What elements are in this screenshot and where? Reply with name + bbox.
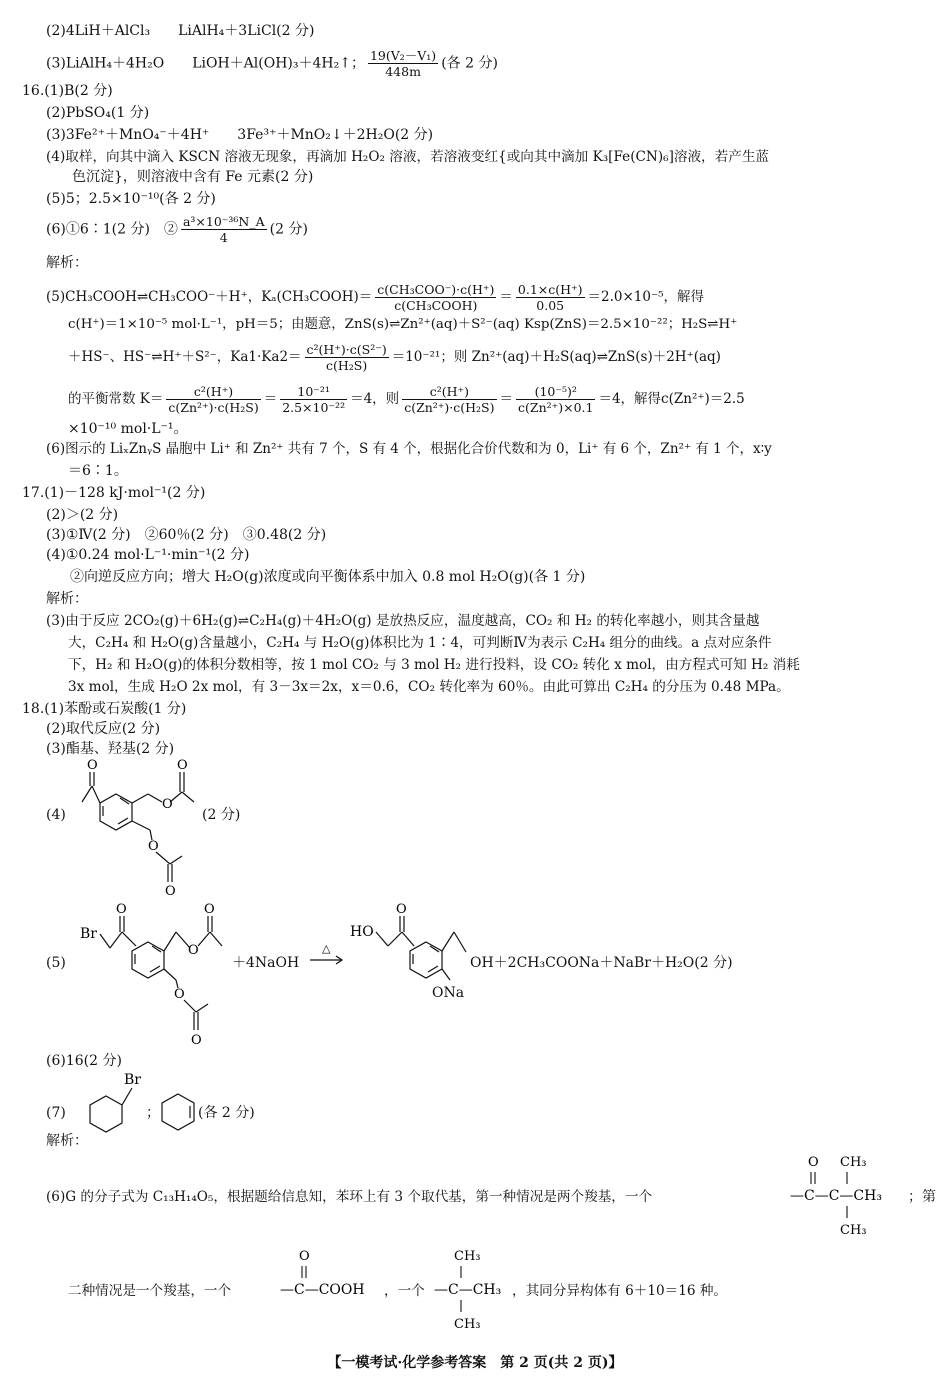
- cyclohexene-ring: [162, 1094, 194, 1130]
- q18-5-products-text: OH＋2CH₃COONa＋NaBr＋H₂O(2 分): [470, 955, 733, 971]
- q18-5-ona: ONa: [432, 985, 465, 1001]
- q17-analysis-label: 解析：: [46, 591, 88, 607]
- cyclohexene-svg: [160, 1092, 200, 1132]
- atom-o: O: [177, 758, 188, 773]
- q15-fraction: [368, 48, 438, 79]
- tertbutyl-carbonyl-svg: [790, 1150, 910, 1250]
- bromocyclohexane-svg: [76, 1070, 156, 1134]
- atom-o: O: [191, 1033, 202, 1048]
- q16-exp-6a: (6)图示的 LiₓZnᵧS 晶胞中 Li⁺ 和 Zn²⁺ 共有 7 个，S 有 4 个，根据化合价代数和为 0，Li⁺ 有 6 个，Zn²⁺ 有 1 个，x∶y: [46, 441, 772, 457]
- q18-analysis-label: 解析：: [46, 1133, 88, 1149]
- q18-5-label: (5): [46, 955, 66, 971]
- cyclohexane-ring: [90, 1096, 122, 1132]
- q18-head: 18.(1)苯酚或石炭酸(1 分): [22, 701, 187, 717]
- q17-exp-4: 3x mol，生成 H₂O 2x mol，有 3－3x＝2x，x＝0.6，CO₂ 转化率为 60％。由此可算出 C₂H₄ 的分压为 0.48 MPa。: [68, 679, 790, 695]
- page-footer: 【一模考试·化学参考答案 第 2 页(共 2 页)】: [327, 1355, 623, 1371]
- q16-exp-3-a: ＋HS⁻、HS⁻⇌H⁺＋S²⁻，Ka1·Ka2＝: [68, 349, 302, 365]
- q18-exp-1: (6)G 的分子式为 C₁₃H₁₄O₅，根据题给信息知，苯环上有 3 个取代基，第一种情况是两个羧基，一个: [46, 1189, 653, 1205]
- benzene-ring: [410, 942, 442, 978]
- q16-line-6-score: (2 分): [269, 221, 308, 238]
- frac-den: c(Zn²⁺)·c(H₂S): [404, 400, 495, 415]
- q16-exp-4-c: ＝4，解得c(Zn²⁺)＝2.5: [598, 391, 745, 407]
- q17-line-2: (2)＞(2 分): [46, 507, 119, 523]
- q17-exp-3: 下，H₂ 和 H₂O(g)的体积分数相等，按 1 mol CO₂ 与 3 mol H₂ 进行投料，设 CO₂ 转化 x mol，由方程式可知 H₂ 消耗: [68, 657, 800, 673]
- q18-exp-2b: ，其同分异构体有 6＋10＝16 种。: [512, 1283, 728, 1299]
- q15-frac-den: 448m: [385, 64, 421, 79]
- q17-line-4b: ②向逆反应方向；增大 H₂O(g)浓度或向平衡体系中加入 0.8 mol H₂O(g)(各 1 分): [70, 569, 586, 585]
- q15-line-3-text: (3)LiAlH₄＋4H₂O LiOH＋Al(OH)₃＋4H₂↑；: [46, 55, 365, 72]
- ch3-label: CH₃: [840, 1155, 867, 1170]
- q15-line-3: [46, 48, 498, 79]
- frac-num: c(CH₃COO⁻)·c(H⁺): [377, 282, 495, 297]
- benzene-ring: [100, 794, 132, 830]
- q18-7-bromocyclohexane: [76, 1070, 156, 1138]
- q18-exp-1-end: ；第: [908, 1189, 936, 1205]
- frac-num: 10⁻²¹: [280, 384, 347, 400]
- group-main: —C—COOH: [280, 1282, 365, 1298]
- q18-4-structure: [70, 758, 200, 912]
- q15-line-3-score: (各 2 分): [441, 55, 498, 72]
- q16-exp-3-b: ＝10⁻²¹；则 Zn²⁺(aq)＋H₂S(aq)⇌ZnS(s)＋2H⁺(aq): [391, 349, 721, 365]
- q18-exp-2-group-1: [280, 1244, 390, 1308]
- q18-5-reactant: [76, 902, 236, 1056]
- q18-line-6: (6)16(2 分): [46, 1053, 122, 1069]
- frac-den: c(H₂S): [326, 358, 368, 373]
- q16-exp-4: 的平衡常数 K＝ $\frac{\text{c²(H⁺)}}{\text{c(Zn²⁺)·c(H₂S)}}$ ＝ $\frac{\text{10⁻²¹}}{\text{2.5×10⁻²²}}$ ＝4，则 $\frac{\text{c²(H⁺)}}{\text{c(Zn²⁺)·c(H₂S)}}$ ＝ $\frac{\text{(10⁻⁵)²}}{\text{c(Zn²⁺)×0.1}}$ ＝4，解得c(Zn²⁺)＝2.5: [68, 384, 745, 415]
- q18-5-ho: HO: [350, 924, 374, 940]
- frac-num: c²(H⁺)·c(S²⁻): [306, 342, 387, 357]
- q16-line-6: [46, 214, 308, 245]
- q16-head: 16.(1)B(2 分): [22, 83, 113, 99]
- q17-line-3: (3)①Ⅳ(2 分) ②60％(2 分) ③0.48(2 分): [46, 527, 327, 543]
- q16-frac-den: 4: [219, 230, 228, 245]
- q16-exp-4-frac-4: [516, 384, 595, 415]
- q17-exp-1: (3)由于反应 2CO₂(g)＋6H₂(g)⇌C₂H₄(g)＋4H₂O(g) 是放热反应，温度越高，CO₂ 和 H₂ 的转化率越小，则其含量越: [46, 613, 760, 629]
- frac-den: 0.05: [536, 298, 565, 313]
- q18-exp-1-group: [790, 1150, 910, 1254]
- q18-4-label: (4): [46, 807, 66, 823]
- frac-den: c(CH₃COOH): [394, 298, 478, 313]
- ch3-label: CH₃: [454, 1249, 481, 1264]
- q16-frac-num: a³×10⁻³⁶N_A: [182, 214, 265, 229]
- q16-exp-3: [68, 342, 721, 373]
- q16-exp-4-frac-2: [280, 384, 347, 415]
- q16-line-3: (3)3Fe²⁺＋MnO₄⁻＋4H⁺ 3Fe³⁺＋MnO₂↓＋2H₂O(2 分): [46, 127, 434, 143]
- frac-num: 0.1×c(H⁺): [517, 282, 583, 297]
- carboxy-carbonyl-svg: [280, 1244, 390, 1304]
- q18-7-cyclohexene: [160, 1092, 200, 1136]
- q16-exp-5: ×10⁻¹⁰ mol·L⁻¹。: [68, 421, 188, 437]
- q18-7-label: (7): [46, 1105, 66, 1121]
- q15-line-2: (2)4LiH＋AlCl₃ LiAlH₄＋3LiCl(2 分): [46, 23, 315, 39]
- q17-head: 17.(1)－128 kJ·mol⁻¹(2 分): [22, 485, 206, 501]
- q18-5-br: Br: [80, 926, 97, 942]
- q16-line-4a: (4)取样，向其中滴入 KSCN 溶液无现象，再滴加 H₂O₂ 溶液，若溶液变红{或向其中滴加 K₃[Fe(CN)₆]溶液，若产生蓝: [46, 149, 770, 165]
- q16-exp-4-frac-1: [166, 384, 260, 415]
- q18-7-separator: ；: [146, 1105, 160, 1121]
- q16-exp-1-frac-2: [516, 282, 585, 313]
- q16-line-2: (2)PbSO₄(1 分): [46, 105, 150, 121]
- q16-exp-6b: ＝6∶1。: [68, 463, 128, 479]
- q16-analysis-label: 解析：: [46, 255, 88, 271]
- heat-arrow-svg: [308, 940, 348, 966]
- q16-line-6-text: (6)①6∶1(2 分) ②: [46, 221, 178, 238]
- q16-exp-1-frac-1: [375, 282, 496, 313]
- q18-line-2: (2)取代反应(2 分): [46, 721, 161, 737]
- q18-5-reactant-svg: [76, 902, 236, 1052]
- q18-7-score: (各 2 分): [198, 1105, 255, 1121]
- q18-line-3: (3)酯基、羟基(2 分): [46, 741, 175, 757]
- q16-exp-1: (5)CH₃COOH⇌CH₃COO⁻＋H⁺，Kₐ(CH₃COOH)＝ $\frac{\text{c(CH₃COO⁻)·c(H⁺)}}{\text{c(CH₃COOH)}}$ ＝ $\frac{0.1\times c(H^+)}{0.05}$ ＝2.0×10⁻⁵，解得: [46, 282, 705, 313]
- frac-den: c(Zn²⁺)×0.1: [518, 400, 594, 415]
- benzene-ring: [132, 942, 164, 978]
- frac-num: c²(H⁺): [402, 384, 496, 400]
- ch3-label: CH₃: [454, 1317, 481, 1332]
- q16-exp-4-frac-3: [402, 384, 496, 415]
- frac-num: c²(H⁺): [166, 384, 260, 400]
- q18-5-heat-arrow: [308, 940, 348, 970]
- frac-num: (10⁻⁵)²: [516, 384, 595, 400]
- q18-exp-2a: 二种情况是一个羧基，一个: [68, 1283, 232, 1299]
- q15-frac-num: 19(V₂－V₁): [369, 48, 437, 63]
- atom-o: O: [162, 797, 173, 812]
- atom-o: O: [116, 902, 127, 917]
- atom-o: O: [165, 884, 176, 899]
- frac-den: c(Zn²⁺)·c(H₂S): [168, 400, 259, 415]
- group-main: —C—CH₃: [434, 1282, 502, 1298]
- q18-4-score: (2 分): [202, 807, 241, 823]
- q16-exp-1-b: ＝2.0×10⁻⁵，解得: [587, 289, 705, 305]
- q16-exp-4-b: ＝4，则: [350, 391, 400, 407]
- atom-o: O: [808, 1155, 819, 1170]
- atom-o: O: [204, 902, 215, 917]
- q16-density-fraction: [181, 214, 267, 245]
- group-main: —C—C—CH₃: [790, 1188, 882, 1204]
- frac-den: 2.5×10⁻²²: [282, 400, 346, 415]
- q16-line-5: (5)5；2.5×10⁻¹⁰(各 2 分): [46, 191, 216, 207]
- q17-line-4: (4)①0.24 mol·L⁻¹·min⁻¹(2 分): [46, 547, 250, 563]
- q18-exp-2-mid: ，一个: [384, 1283, 425, 1299]
- ch3-label: CH₃: [840, 1223, 867, 1238]
- atom-o: O: [87, 758, 98, 773]
- q16-exp-2: c(H⁺)＝1×10⁻⁵ mol·L⁻¹，pH＝5；由题意，ZnS(s)⇌Zn²⁺(aq)＋S²⁻(aq) Ksp(ZnS)＝2.5×10⁻²²；H₂S⇌H⁺: [68, 317, 738, 332]
- q16-line-4b: 色沉淀}，则溶液中含有 Fe 元素(2 分): [72, 169, 314, 185]
- atom-o: O: [188, 943, 199, 958]
- atom-o: O: [174, 987, 185, 1002]
- heat-symbol: △: [322, 942, 331, 955]
- q17-exp-2: 大，C₂H₄ 和 H₂O(g)含量越小，C₂H₄ 与 H₂O(g)体积比为 1∶4，可判断Ⅳ为表示 C₂H₄ 组分的曲线。a 点对应条件: [68, 635, 772, 651]
- q18-5-plus-naoh: ＋4NaOH: [232, 955, 300, 971]
- q16-exp-3-frac: [305, 342, 389, 373]
- atom-o: O: [148, 839, 159, 854]
- q18-4-structure-svg: [70, 758, 200, 908]
- atom-o: O: [396, 902, 407, 917]
- q18-7-br: Br: [124, 1072, 141, 1088]
- q16-exp-1-a: (5)CH₃COOH⇌CH₃COO⁻＋H⁺，Kₐ(CH₃COOH)＝: [46, 289, 373, 305]
- atom-o: O: [299, 1249, 310, 1264]
- q16-exp-4-a: 的平衡常数 K＝: [68, 391, 164, 407]
